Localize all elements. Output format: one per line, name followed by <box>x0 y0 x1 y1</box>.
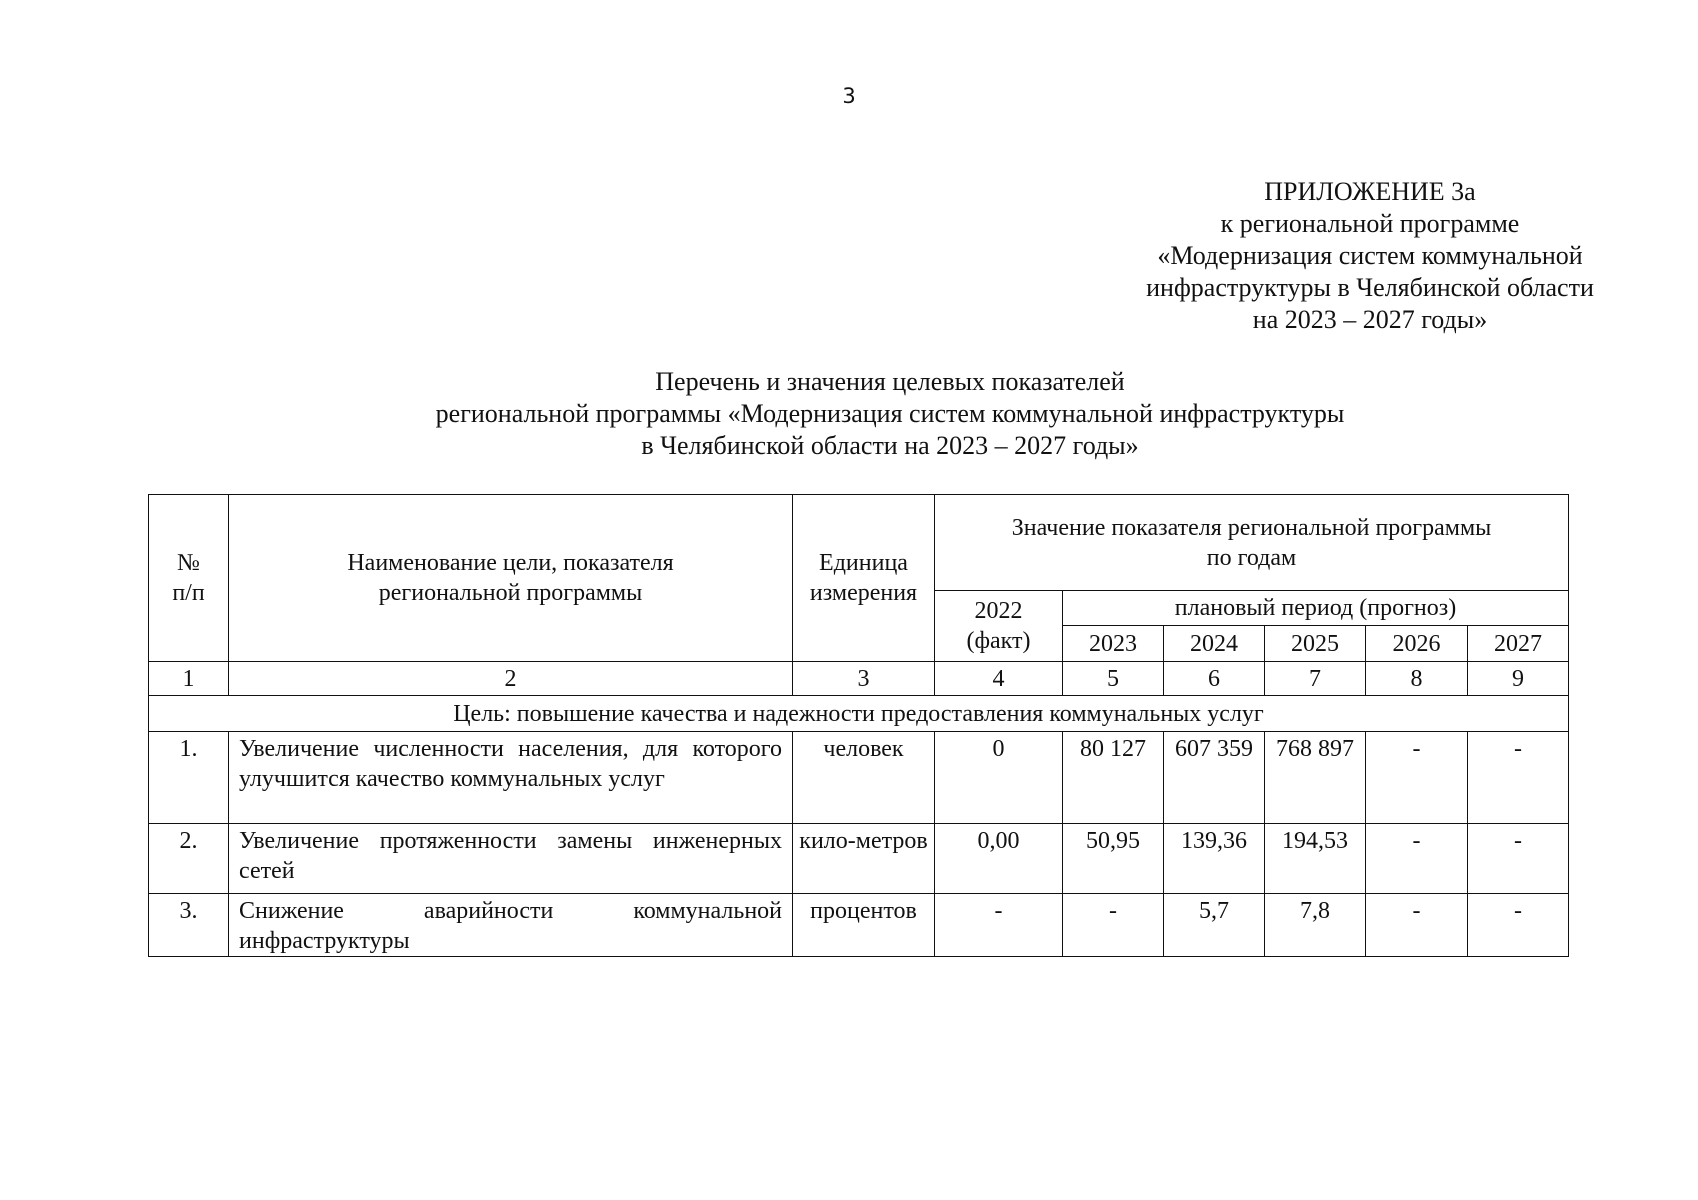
value-cell: - <box>1468 732 1569 824</box>
column-number-row <box>149 662 1569 696</box>
header-num-line: п/п <box>172 580 205 606</box>
indicators-table <box>148 494 1569 957</box>
header-year: 2025 <box>1265 626 1366 662</box>
header-row <box>149 495 1569 591</box>
header-year: 2023 <box>1063 626 1164 662</box>
header-fact-year: 2022 <box>974 598 1023 624</box>
value-cell: 607 359 <box>1164 732 1265 824</box>
appendix-title: ПРИЛОЖЕНИЕ 3а <box>1264 177 1476 206</box>
column-number: 2 <box>229 662 793 696</box>
page-number: 3 <box>842 84 856 108</box>
column-number: 8 <box>1366 662 1468 696</box>
document-title <box>200 366 1580 462</box>
title-line: региональной программы «Модернизация систем коммунальной инфраструктуры <box>435 399 1345 428</box>
column-number: 9 <box>1468 662 1569 696</box>
value-cell: 139,36 <box>1164 824 1265 894</box>
column-number: 3 <box>793 662 935 696</box>
header-values-line: по годам <box>1206 544 1297 571</box>
appendix-line: инфраструктуры в Челябинской области <box>1146 273 1594 302</box>
appendix-block <box>1070 176 1670 336</box>
indicator-unit: кило-метров <box>793 824 935 894</box>
header-year: 2027 <box>1468 626 1569 662</box>
value-cell: - <box>1468 824 1569 894</box>
value-cell: - <box>1468 894 1569 957</box>
column-number: 4 <box>935 662 1063 696</box>
header-values-line: Значение показателя региональной программы <box>1011 514 1492 541</box>
value-cell: 194,53 <box>1265 824 1366 894</box>
value-cell: - <box>1366 824 1468 894</box>
value-cell: - <box>1366 732 1468 824</box>
header-plan-period: плановый период (прогноз) <box>1063 591 1569 626</box>
table-row <box>149 732 1569 824</box>
header-name <box>229 495 793 662</box>
column-number: 5 <box>1063 662 1164 696</box>
value-cell: 50,95 <box>1063 824 1164 894</box>
table-row <box>149 824 1569 894</box>
indicator-unit: процентов <box>793 894 935 957</box>
header-name-line: региональной программы <box>378 580 643 606</box>
header-values <box>935 495 1569 591</box>
header-year: 2024 <box>1164 626 1265 662</box>
header-unit <box>793 495 935 662</box>
column-number: 6 <box>1164 662 1265 696</box>
value-cell: - <box>1063 894 1164 957</box>
value-cell: - <box>935 894 1063 957</box>
value-cell: 0 <box>935 732 1063 824</box>
goal-text: Цель: повышение качества и надежности предоставления коммунальных услуг <box>149 696 1569 732</box>
indicator-name: Снижение аварийности коммунальной инфраструктуры <box>229 894 793 957</box>
header-year: 2026 <box>1366 626 1468 662</box>
row-number: 2. <box>149 824 229 894</box>
value-cell: 80 127 <box>1063 732 1164 824</box>
value-cell: 0,00 <box>935 824 1063 894</box>
value-cell: 7,8 <box>1265 894 1366 957</box>
title-line: в Челябинской области на 2023 – 2027 годы» <box>641 431 1139 460</box>
value-cell: 768 897 <box>1265 732 1366 824</box>
column-number: 7 <box>1265 662 1366 696</box>
indicator-name: Увеличение численности населения, для которого улучшится качество коммунальных услуг <box>229 732 793 824</box>
header-name-line: Наименование цели, показателя <box>347 550 674 576</box>
appendix-line: к региональной программе <box>1220 209 1520 238</box>
value-cell: 5,7 <box>1164 894 1265 957</box>
indicator-unit: человек <box>793 732 935 824</box>
indicator-name: Увеличение протяженности замены инженерных сетей <box>229 824 793 894</box>
header-num <box>149 495 229 662</box>
header-unit-line: Единица <box>819 550 908 576</box>
appendix-line: на 2023 – 2027 годы» <box>1252 305 1488 334</box>
header-fact-label: (факт) <box>966 628 1031 654</box>
value-cell: - <box>1366 894 1468 957</box>
row-number: 3. <box>149 894 229 957</box>
appendix-line: «Модернизация систем коммунальной <box>1157 241 1583 270</box>
header-unit-line: измерения <box>809 580 918 606</box>
row-number: 1. <box>149 732 229 824</box>
header-num-line: № <box>177 550 200 576</box>
goal-row <box>149 696 1569 732</box>
header-fact <box>935 591 1063 662</box>
column-number: 1 <box>149 662 229 696</box>
table-row <box>149 894 1569 957</box>
title-line: Перечень и значения целевых показателей <box>655 367 1125 396</box>
